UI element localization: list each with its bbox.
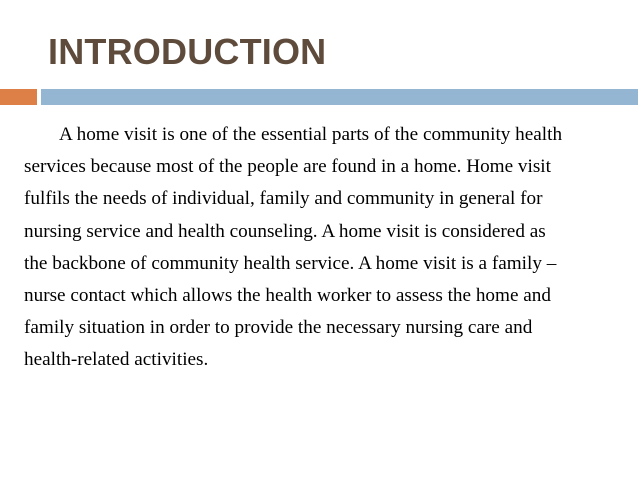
- paragraph-line: services because most of the people are found in a home. Home visit: [24, 156, 551, 178]
- intro-paragraph: [24, 119, 624, 377]
- paragraph-line: A home visit is one of the essential parts of the community health: [59, 124, 563, 145]
- paragraph-line: health-related activities.: [24, 349, 209, 371]
- accent-bar-orange: [0, 89, 37, 105]
- paragraph-line: the backbone of community health service. A home visit is a family –: [24, 252, 557, 274]
- paragraph-line: fulfils the needs of individual, family and community in general for: [24, 188, 543, 210]
- slide-title: INTRODUCTION: [48, 31, 327, 72]
- paragraph-line: family situation in order to provide the necessary nursing care and: [24, 317, 533, 339]
- paragraph-line: nurse contact which allows the health worker to assess the home and: [24, 285, 551, 307]
- accent-bar-blue: [41, 89, 638, 105]
- paragraph-line: nursing service and health counseling. A home visit is considered as: [24, 220, 546, 242]
